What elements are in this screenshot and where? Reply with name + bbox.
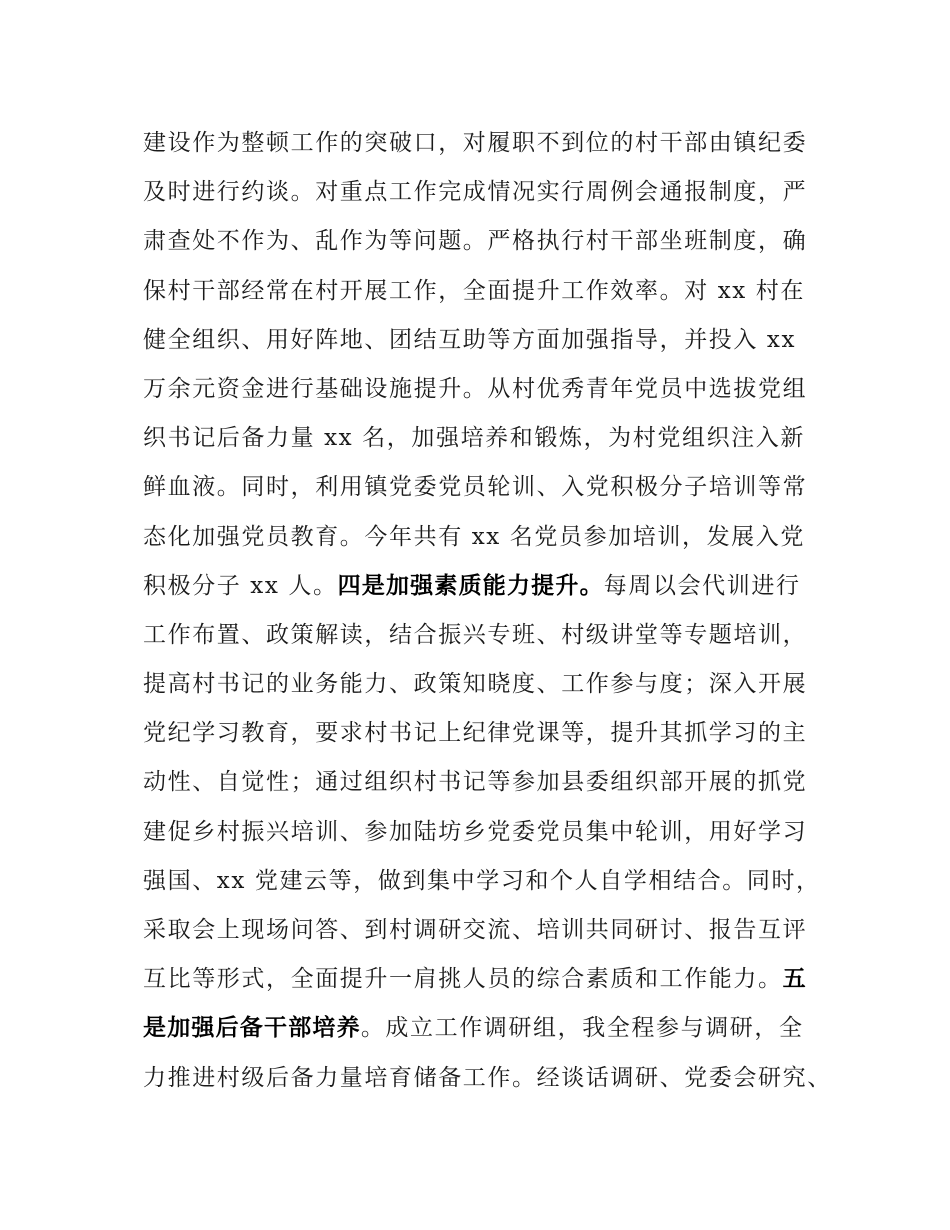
text-line: 健全组织、用好阵地、团结互助等方面加强指导，并投入 xx [143,326,797,353]
text-line: 建促乡村振兴培训、参加陆坊乡党委党员集中轮训，用好学习 [143,818,808,845]
body-text [143,123,833,1107]
text-line: 建设作为整顿工作的突破口，对履职不到位的村干部由镇纪委 [143,130,808,156]
text-line: 肃查处不作为、乱作为等问题。严格执行村干部坐班制度，确 [143,228,808,255]
text-segment: 互比等形式，全面提升一肩挑人员的综合素质和工作能力。 [143,966,783,993]
text-segment: 每周以会代训进行 [603,572,801,599]
text-line [143,1008,833,1057]
text-line: 提高村书记的业务能力、政策知晓度、工作参与度；深入开展 [143,671,808,698]
text-line: 强国、xx 党建云等，做到集中学习和个人自学相结合。同时， [143,867,821,894]
bold-heading-five-end: 是加强后备干部培养 [143,1015,361,1042]
text-line: 万余元资金进行基础设施提升。从村优秀青年党员中选拔党组 [143,375,808,402]
bold-heading-five-start: 五 [782,966,807,993]
text-segment: 积极分子 xx 人。 [143,572,338,599]
text-line: 力推进村级后备力量培育储备工作。经谈话调研、党委会研究、 [143,1064,832,1091]
text-line [143,566,833,615]
text-line: 及时进行约谈。对重点工作完成情况实行周例会通报制度，严 [143,179,808,206]
text-line: 态化加强党员教育。今年共有 xx 名党员参加培训，发展入党 [143,523,805,550]
text-line: 动性、自觉性；通过组织村书记等参加县委组织部开展的抓党 [143,769,808,796]
text-segment: 。成立工作调研组，我全程参与调研，全 [360,1015,804,1042]
text-line: 保村干部经常在村开展工作，全面提升工作效率。对 xx 村在 [143,277,805,304]
text-line: 鲜血液。同时，利用镇党委党员轮训、入党积极分子培训等常 [143,474,808,501]
bold-heading-four: 四是加强素质能力提升。 [337,572,604,599]
text-line: 工作布置、政策解读，结合振兴专班、村级讲堂等专题培训， [143,621,808,648]
text-line: 织书记后备力量 xx 名，加强培养和锻炼，为村党组织注入新 [143,425,805,452]
text-line: 党纪学习教育，要求村书记上纪律党课等，提升其抓学习的主 [143,720,808,747]
text-line [143,959,833,1008]
text-line: 采取会上现场问答、到村调研交流、培训共同研讨、报告互评 [143,917,808,943]
